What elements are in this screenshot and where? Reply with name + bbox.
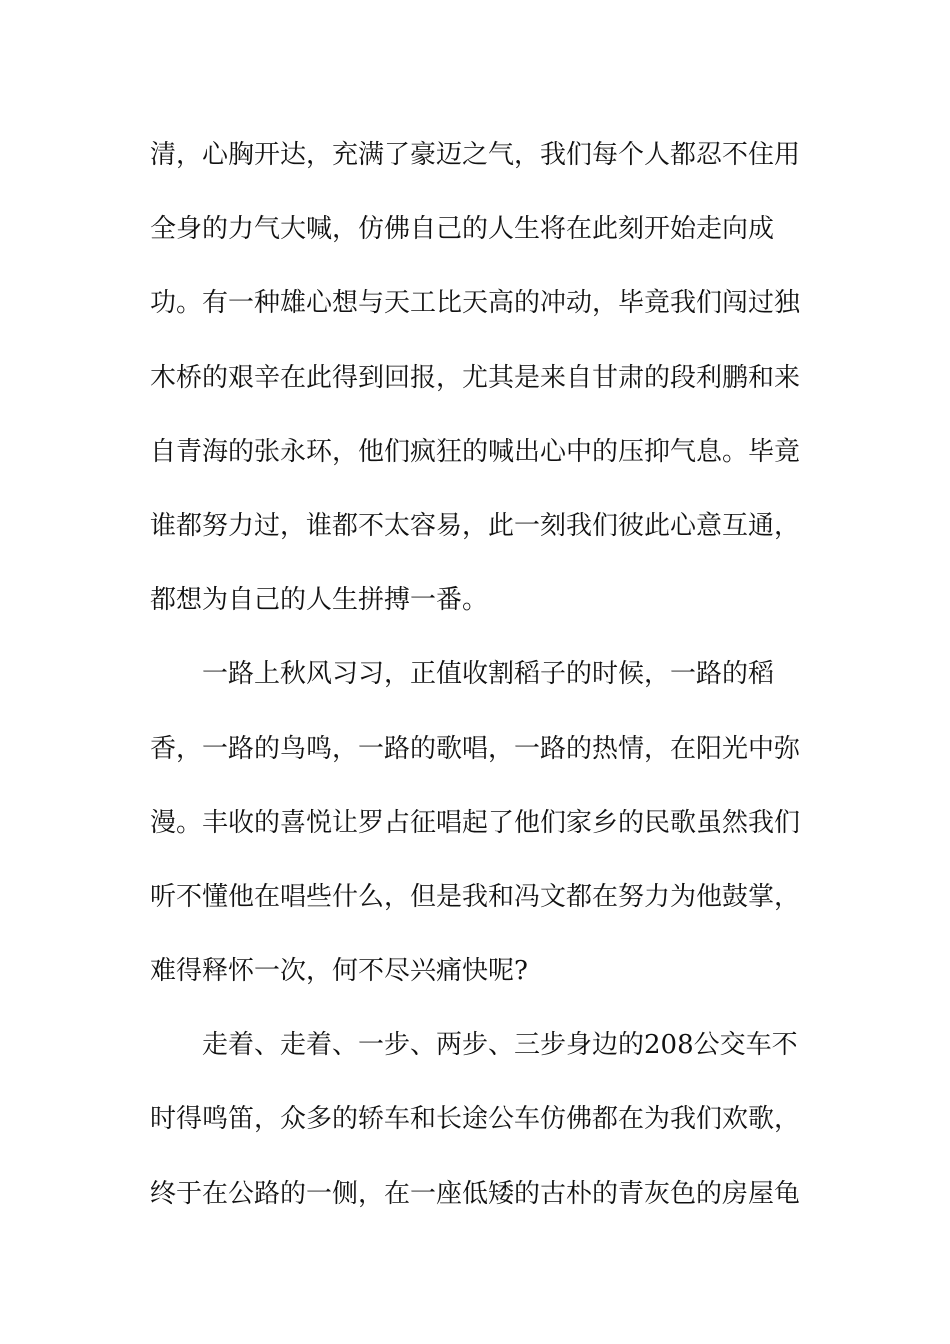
text-line: 漫。丰收的喜悦让罗占征唱起了他们家乡的民歌虽然我们	[150, 807, 800, 838]
document-body	[150, 118, 800, 1231]
text-line: 难得释怀一次，何不尽兴痛快呢?	[150, 956, 528, 987]
text-line: 自青海的张永环，他们疯狂的喊出心中的压抑气息。毕竟	[150, 436, 800, 467]
text-line: 香，一路的鸟鸣，一路的歌唱，一路的热情，在阳光中弥	[150, 733, 800, 764]
text-line: 谁都努力过，谁都不太容易，此一刻我们彼此心意互通，	[150, 510, 800, 541]
text-line: 全身的力气大喊，仿佛自己的人生将在此刻开始走向成	[150, 214, 775, 245]
paragraph-first-line: 一路上秋风习习，正值收割稻子的时候，一路的稻	[202, 659, 775, 690]
text-line: 听不懂他在唱些什么，但是我和冯文都在努力为他鼓掌，	[150, 881, 800, 912]
text-line: 功。有一种雄心想与天工比天高的冲动，毕竟我们闯过独	[150, 288, 800, 319]
text-line: 木桥的艰辛在此得到回报，尤其是来自甘肃的段利鹏和来	[150, 362, 800, 393]
text-line: 终于在公路的一侧，在一座低矮的古朴的青灰色的房屋龟	[150, 1178, 800, 1209]
text-line: 都想为自己的人生拼搏一番。	[150, 585, 489, 616]
paragraph-first-line: 走着、走着、一步、两步、三步身边的208公交车不	[202, 1030, 798, 1061]
text-line: 时得鸣笛，众多的轿车和长途公车仿佛都在为我们欢歌，	[150, 1104, 800, 1135]
text-line: 清，心胸开达，充满了豪迈之气，我们每个人都忍不住用	[150, 140, 800, 170]
